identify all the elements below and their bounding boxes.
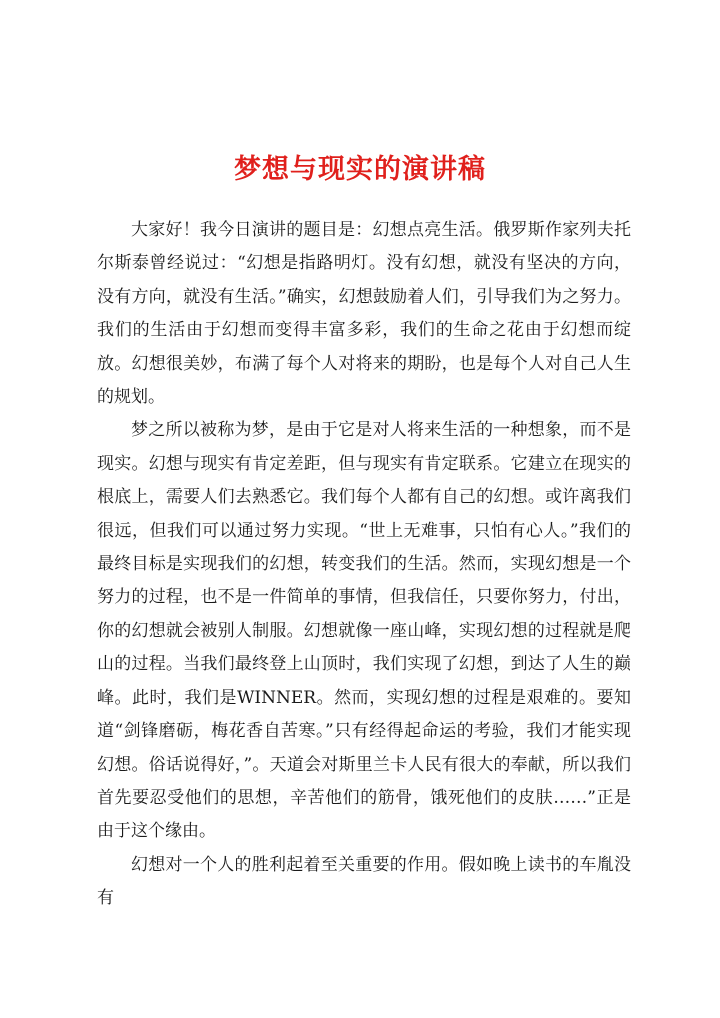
paragraph-2: 梦之所以被称为梦，是由于它是对人将来生活的一种想象，而不是现实。幻想与现实有肯定差距，但与现实有肯定联系。它建立在现实的根底上，需要人们去熟悉它。我们每个人都有自己的幻想。或许离我们很远，但我们可以通过努力实现。“世上无难事，只怕有心人。”我们的最终目标是实现我们的幻想，转变我们的生活。然而，实现幻想是一个努力的过程，也不是一件简单的事情，但我信任，只要你努力，付出，你的幻想就会被别人制服。幻想就像一座山峰，实现幻想的过程就是爬山的过程。当我们最终登上山顶时，我们实现了幻想，到达了人生的巅峰。此时，我们是WINNER。然而，实现幻想的过程是艰难的。要知道“剑锋磨砺，梅花香自苦寒。”只有经得起命运的考验，我们才能实现幻想。俗话说得好，”。天道会对斯里兰卡人民有很大的奉献，所以我们首先要忍受他们的思想，辛苦他们的筋骨，饿死他们的皮肤……”正是由于这个缘由。	[97, 420, 631, 842]
document-body	[97, 214, 631, 916]
paragraph-1: 大家好！我今日演讲的题目是：幻想点亮生活。俄罗斯作家列夫托尔斯泰曾经说过：“幻想是指路明灯。没有幻想，就没有坚决的方向，没有方向，就没有生活。”确实，幻想鼓励着人们，引导我们为之努力。我们的生活由于幻想而变得丰富多彩，我们的生命之花由于幻想而绽放。幻想很美妙，布满了每个人对将来的期盼，也是每个人对自己人生的规划。	[97, 220, 631, 408]
document-title: 梦想与现实的演讲稿	[234, 154, 486, 185]
paragraph-3: 幻想对一个人的胜利起着至关重要的作用。假如晚上读书的车胤没有	[97, 854, 631, 909]
